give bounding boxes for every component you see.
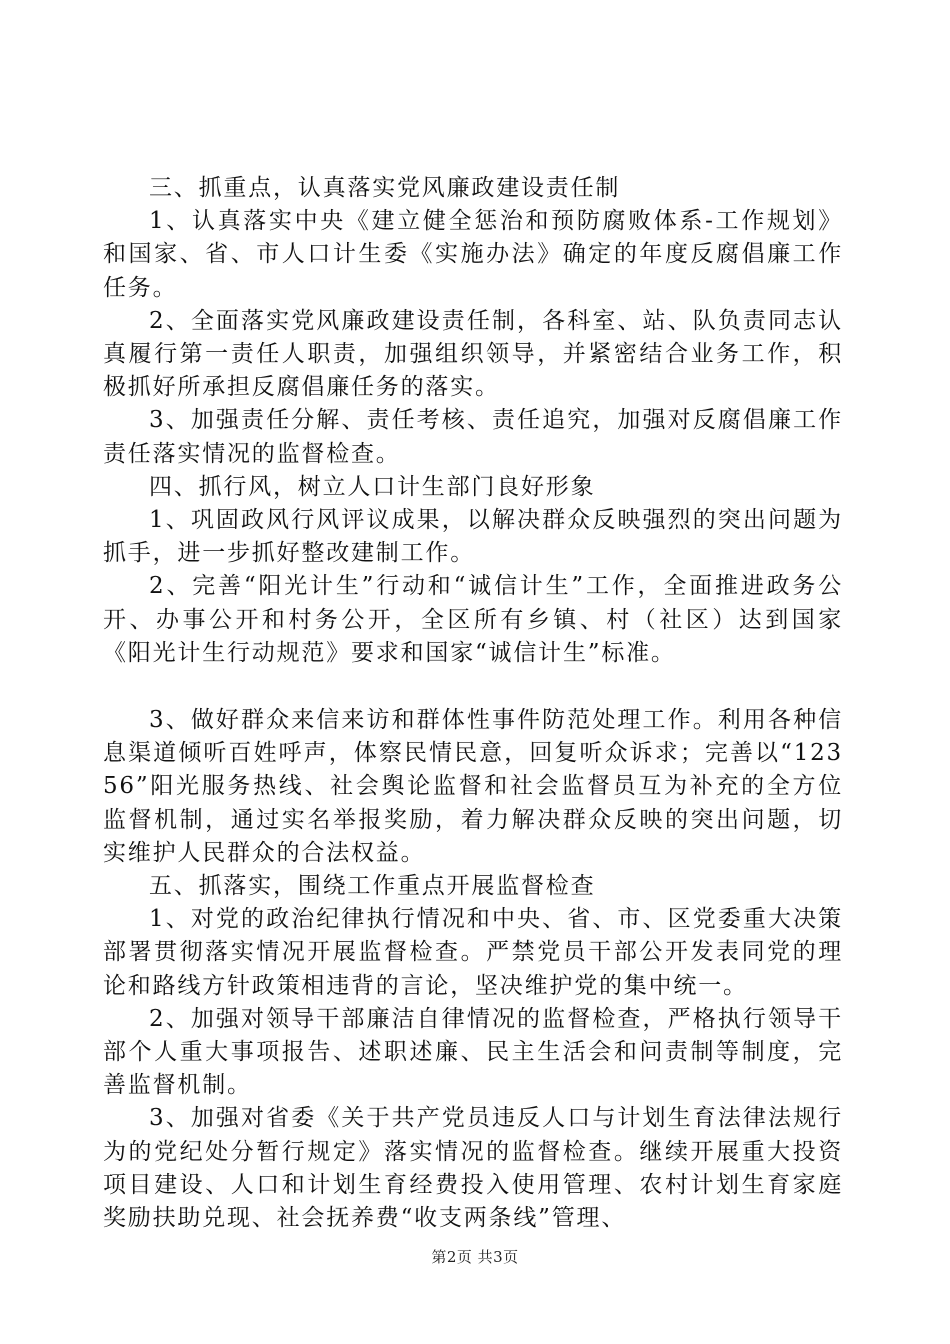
paragraph: 3、加强对省委《关于共产党员违反人口与计划生育法律法规行为的党纪处分暂行规定》落实情况的监督检查。继续开展重大投资项目建设、人口和计划生育经费投入使用管理、农村计划生育家庭奖励扶助兑现、社会抚养费“收支两条线”管理、 [103,1105,843,1232]
paragraph: 3、做好群众来信来访和群体性事件防范处理工作。利用各种信息渠道倾听百姓呼声，体察民情民意，回复听众诉求；完善以“12356”阳光服务热线、社会舆论监督和社会监督员互为补充的全方位监督机制，通过实名举报奖励，着力解决群众反映的突出问题，切实维护人民群众的合法权益。 [103,707,843,866]
paragraph: 1、认真落实中央《建立健全惩治和预防腐败体系-工作规划》和国家、省、市人口计生委《实施办法》确定的年度反腐倡廉工作任务。 [103,208,843,301]
paragraph: 2、全面落实党风廉政建设责任制，各科室、站、队负责同志认真履行第一责任人职责，加强组织领导，并紧密结合业务工作，积极抓好所承担反腐倡廉任务的落实。 [103,307,843,401]
paragraph: 1、巩固政风行风评议成果，以解决群众反映强烈的突出问题为抓手，进一步抓好整改建制工作。 [103,507,843,567]
section-heading-3: 三、抓重点，认真落实党风廉政建设责任制 [149,175,621,201]
paragraph: 3、加强责任分解、责任考核、责任追究，加强对反腐倡廉工作责任落实情况的监督检查。 [103,407,843,467]
paragraph: 2、完善“阳光计生”行动和“诚信计生”工作，全面推进政务公开、办事公开和村务公开，全区所有乡镇、村（社区）达到国家《阳光计生行动规范》要求和国家“诚信计生”标准。 [103,573,843,666]
section-heading-5: 五、抓落实，围绕工作重点开展监督检查 [149,873,596,900]
page-footer [0,1246,950,1267]
paragraph: 1、对党的政治纪律执行情况和中央、省、市、区党委重大决策部署贯彻落实情况开展监督检查。严禁党员干部公开发表同党的理论和路线方针政策相违背的言论，坚决维护党的集中统一。 [103,906,843,999]
section-heading-4: 四、抓行风，树立人口计生部门良好形象 [149,473,596,500]
paragraph: 2、加强对领导干部廉洁自律情况的监督检查，严格执行领导干部个人重大事项报告、述职述廉、民主生活会和问责制等制度，完善监督机制。 [103,1005,843,1099]
page-number-label: 第2页 共3页 [431,1248,519,1266]
document-body [103,172,843,1235]
